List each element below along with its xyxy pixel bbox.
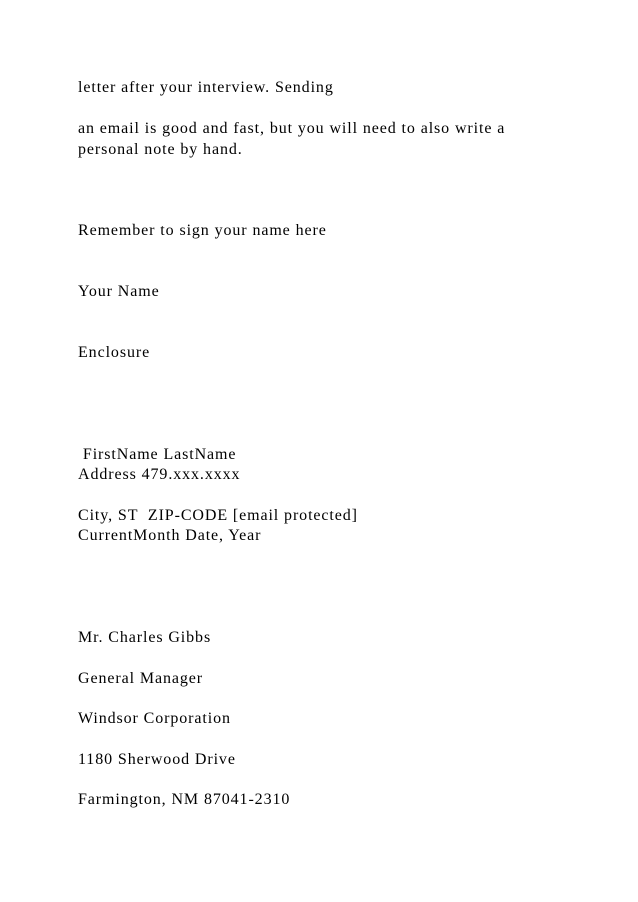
- body-line-1: letter after your interview. Sending: [78, 79, 334, 96]
- letter-date: CurrentMonth Date, Year: [78, 527, 262, 544]
- sender-address-phone: Address 479.xxx.xxxx: [78, 466, 241, 483]
- sender-name: FirstName LastName: [78, 446, 237, 463]
- sender-city-email: City, ST ZIP-CODE [email protected]: [78, 507, 358, 524]
- recipient-name: Mr. Charles Gibbs: [78, 629, 212, 646]
- signature-name: Your Name: [78, 283, 160, 300]
- recipient-title: General Manager: [78, 670, 203, 687]
- sign-reminder: Remember to sign your name here: [78, 222, 327, 239]
- body-line-2: an email is good and fast, but you will need to also write a: [78, 120, 506, 137]
- recipient-company: Windsor Corporation: [78, 710, 231, 727]
- body-line-3: personal note by hand.: [78, 141, 243, 158]
- recipient-street: 1180 Sherwood Drive: [78, 751, 236, 768]
- enclosure-note: Enclosure: [78, 344, 151, 361]
- recipient-city: Farmington, NM 87041-2310: [78, 791, 291, 808]
